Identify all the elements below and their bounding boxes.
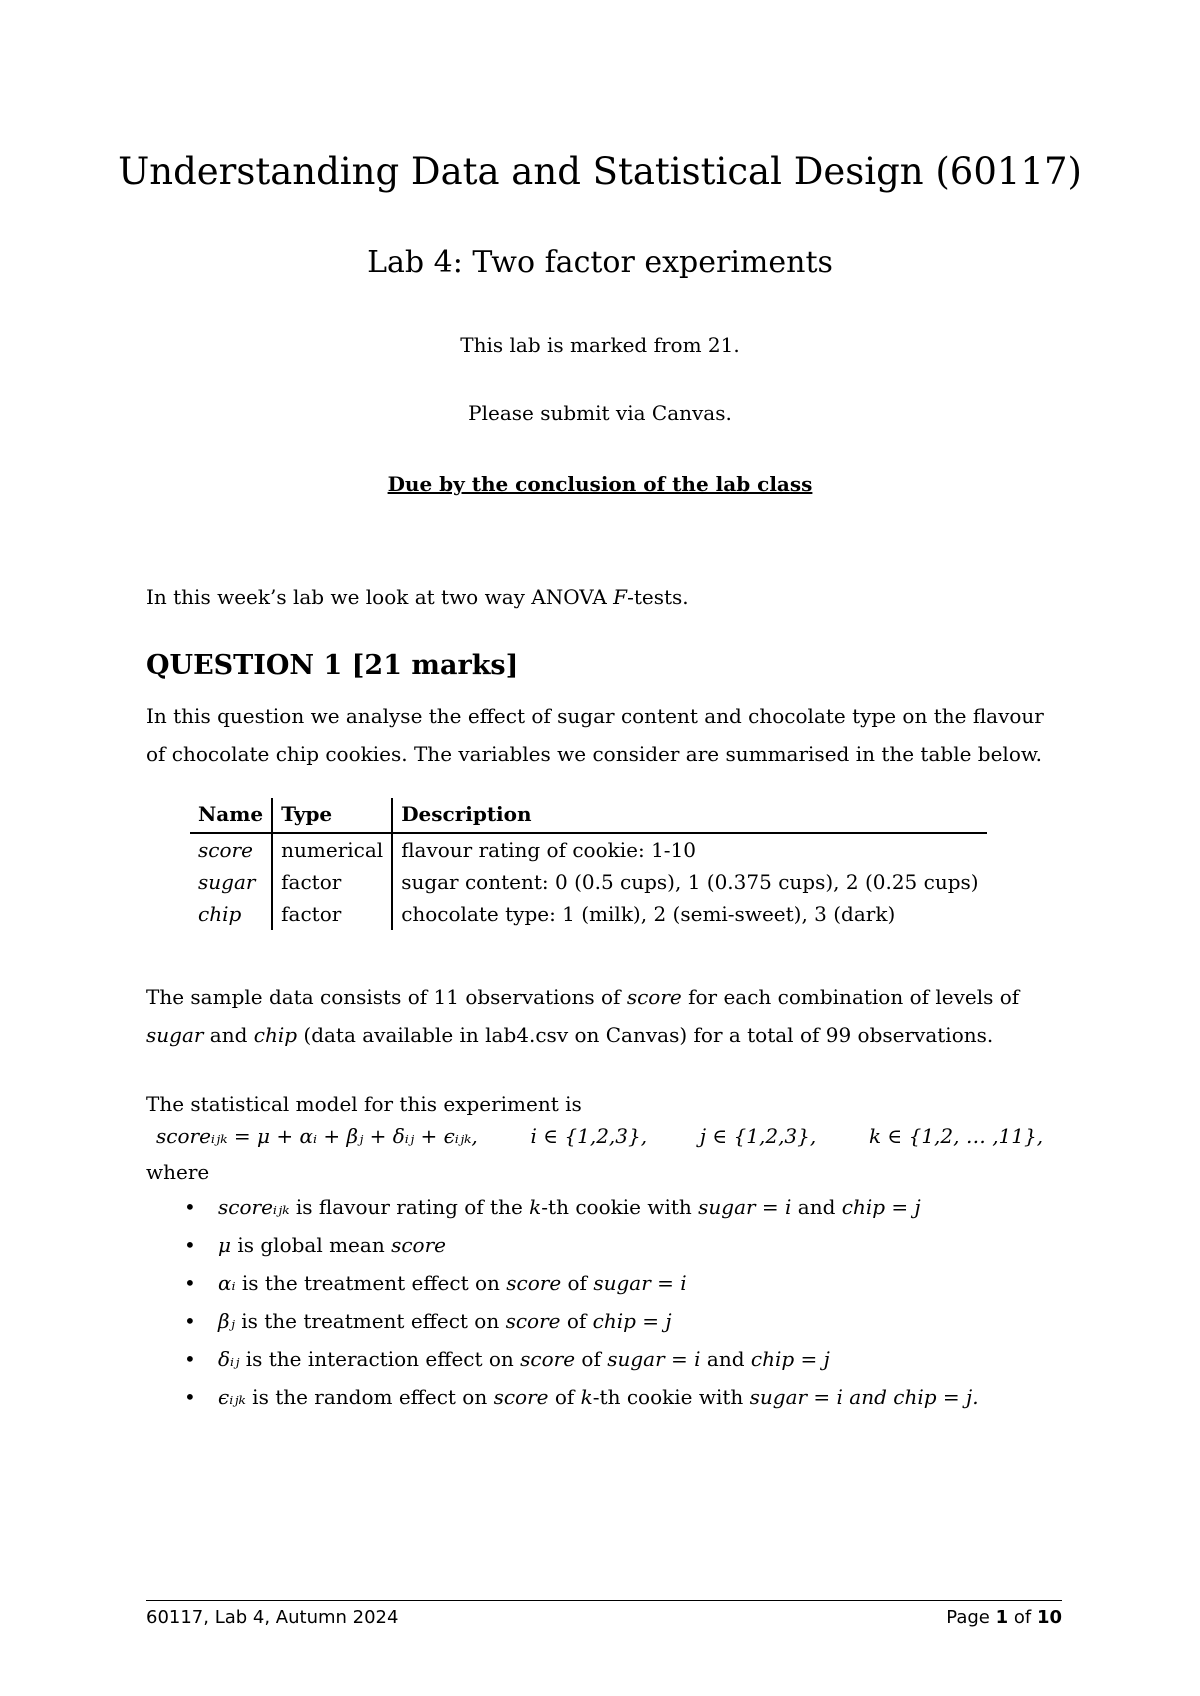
bullet-icon: •	[184, 1347, 196, 1371]
list-item	[146, 1188, 979, 1226]
intro-text-before: In this week’s lab we look at two way ANOVA	[146, 585, 614, 609]
table-row	[190, 833, 987, 866]
intro-f-symbol: F	[613, 585, 628, 609]
def-var: score	[391, 1233, 446, 1257]
cell-description: chocolate type: 1 (milk), 2 (semi-sweet), 3 (dark)	[401, 902, 896, 926]
def-text: is flavour rating of the	[289, 1195, 530, 1219]
bullet-icon: •	[184, 1195, 196, 1219]
sample-score-var: score	[626, 985, 682, 1009]
def-text: of	[560, 1309, 593, 1333]
list-item	[146, 1340, 979, 1378]
table-row	[190, 866, 987, 898]
def-condition: chip = j	[750, 1347, 830, 1371]
bullet-icon: •	[184, 1233, 196, 1257]
def-condition: sugar = i	[593, 1271, 687, 1295]
def-text: of	[575, 1347, 608, 1371]
footer-course-info: 60117, Lab 4, Autumn 2024	[146, 1607, 399, 1628]
def-text: is the treatment effect on	[235, 1271, 507, 1295]
cell-type: factor	[272, 866, 392, 898]
sample-text: (data available in lab4.csv on Canvas) for a total of 99 observations.	[297, 1023, 994, 1047]
current-page: 1	[995, 1607, 1009, 1628]
sample-paragraph	[146, 978, 1066, 1054]
def-condition: sugar = i	[698, 1195, 792, 1219]
def-symbol: μ	[218, 1233, 231, 1257]
sample-text: for each combination of levels of	[681, 985, 1020, 1009]
sample-text: and	[203, 1023, 254, 1047]
marks-note: This lab is marked from 21.	[460, 333, 740, 357]
page-number	[946, 1607, 1062, 1628]
def-text: is the treatment effect on	[234, 1309, 506, 1333]
header-name: Name	[190, 798, 272, 833]
equation-main: scoreᵢⱼₖ = μ + αᵢ + βⱼ + δᵢⱼ + ϵᵢⱼₖ,	[156, 1124, 478, 1148]
list-item	[146, 1226, 979, 1264]
def-text: of	[561, 1271, 594, 1295]
def-var: score	[520, 1347, 576, 1371]
question-heading: QUESTION 1 [21 marks]	[146, 650, 519, 681]
def-condition: chip = j	[592, 1309, 672, 1333]
table-row	[190, 898, 987, 930]
list-item	[146, 1378, 979, 1416]
model-intro: The statistical model for this experiment is	[146, 1092, 582, 1116]
bullet-icon: •	[184, 1385, 196, 1409]
def-text: and	[791, 1195, 842, 1219]
sample-text: The sample data consists of 11 observations of	[146, 985, 627, 1009]
cell-description: flavour rating of cookie: 1-10	[401, 838, 697, 862]
range-i: i ∈ {1,2,3},	[530, 1124, 648, 1148]
def-symbol: δᵢⱼ	[218, 1347, 240, 1371]
def-var: k	[529, 1195, 542, 1219]
header-description: Description	[392, 798, 986, 833]
footer-divider	[146, 1600, 1062, 1601]
def-text: is global mean	[231, 1233, 392, 1257]
model-equation	[156, 1124, 1043, 1148]
list-item	[146, 1264, 979, 1302]
cell-name: sugar	[190, 866, 272, 898]
def-condition: chip = j	[841, 1195, 921, 1219]
variables-table	[190, 798, 987, 930]
def-symbol: αᵢ	[218, 1271, 236, 1295]
def-text: is the interaction effect on	[239, 1347, 521, 1371]
cell-name: score	[190, 833, 272, 866]
def-text: -th cookie with	[592, 1385, 750, 1409]
def-condition: sugar = i	[607, 1347, 701, 1371]
page-word: Page	[946, 1607, 996, 1628]
cell-description: sugar content: 0 (0.5 cups), 1 (0.375 cups), 2 (0.25 cups)	[401, 870, 979, 894]
sample-sugar-var: sugar	[146, 1023, 204, 1047]
def-condition: sugar = i	[749, 1385, 843, 1409]
document-title: Understanding Data and Statistical Design (60117)	[118, 150, 1082, 193]
where-label: where	[146, 1160, 210, 1184]
intro-paragraph	[146, 578, 1066, 616]
def-condition: and chip = j.	[842, 1385, 979, 1409]
definitions-list	[146, 1188, 979, 1416]
of-word: of	[1008, 1607, 1037, 1628]
def-var: score	[506, 1271, 562, 1295]
def-symbol: scoreᵢⱼₖ	[218, 1195, 290, 1219]
def-symbol: βⱼ	[218, 1309, 235, 1333]
def-text: is the random effect on	[245, 1385, 494, 1409]
cell-type: numerical	[272, 833, 392, 866]
def-symbol: ϵᵢⱼₖ	[218, 1385, 246, 1409]
lab-subtitle: Lab 4: Two factor experiments	[367, 245, 833, 280]
header-type: Type	[272, 798, 392, 833]
bullet-icon: •	[184, 1271, 196, 1295]
def-var: score	[505, 1309, 561, 1333]
range-j: j ∈ {1,2,3},	[699, 1124, 817, 1148]
sample-chip-var: chip	[253, 1023, 298, 1047]
due-note: Due by the conclusion of the lab class	[387, 472, 813, 496]
def-text: and	[700, 1347, 751, 1371]
list-item	[146, 1302, 979, 1340]
def-text: -th cookie with	[541, 1195, 699, 1219]
total-pages: 10	[1036, 1607, 1062, 1628]
submit-note: Please submit via Canvas.	[468, 401, 732, 425]
cell-name: chip	[190, 898, 272, 930]
question-text: In this question we analyse the effect of sugar content and chocolate type on the flavour of chocolate chip cookies. The variables we consider are summarised in the table below.	[146, 704, 1044, 766]
cell-type: factor	[272, 898, 392, 930]
bullet-icon: •	[184, 1309, 196, 1333]
table-header-row	[190, 798, 987, 833]
def-text: of	[548, 1385, 581, 1409]
intro-text-after: -tests.	[627, 585, 689, 609]
def-var: score	[493, 1385, 549, 1409]
range-k: k ∈ {1,2, … ,11},	[868, 1124, 1044, 1148]
def-var: k	[580, 1385, 593, 1409]
